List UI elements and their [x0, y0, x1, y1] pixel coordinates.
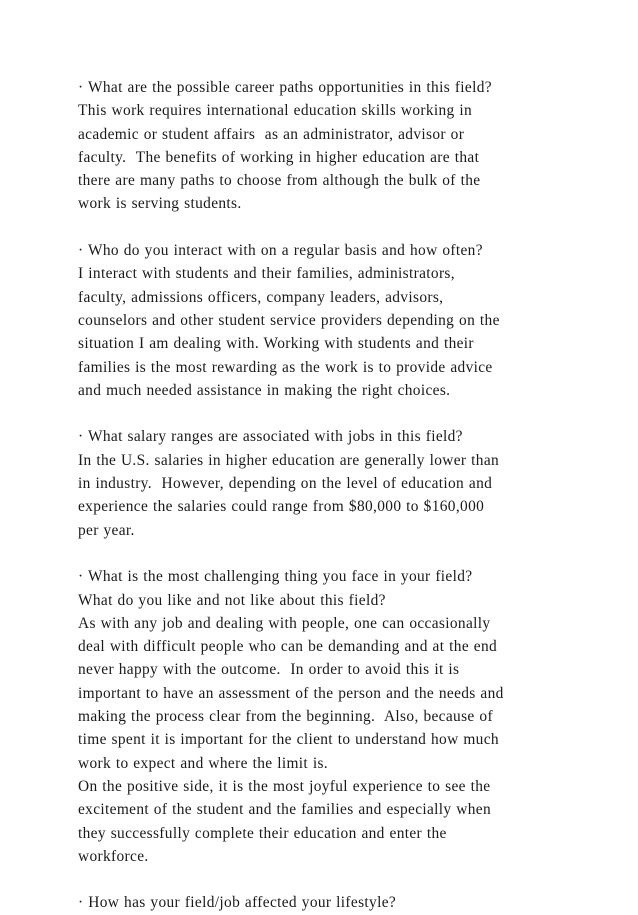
paragraph-gap [78, 542, 623, 565]
answer-line: work is serving students. [78, 195, 242, 213]
answer-line: counselors and other student service providers depending on the [78, 311, 500, 329]
paragraph-gap [78, 216, 623, 239]
section-challenges [78, 565, 623, 868]
answer-line: This work requires international education skills working in [78, 102, 473, 120]
answer-line: I interact with students and their families, administrators, [78, 265, 455, 283]
question-salary: · What salary ranges are associated with jobs in this field? [78, 428, 463, 446]
answer-line: In the U.S. salaries in higher education are generally lower than [78, 451, 500, 469]
answer-line: faculty. The benefits of working in higher education are that [78, 148, 480, 166]
question-challenges: · What is the most challenging thing you face in your field? [78, 568, 473, 586]
paragraph-gap [78, 868, 623, 891]
answer-line: workforce. [78, 847, 149, 865]
answer-line: there are many paths to choose from although the bulk of the [78, 172, 481, 190]
answer-line: deal with difficult people who can be demanding and at the end [78, 638, 498, 656]
question-career-paths: · What are the possible career paths opportunities in this field? [78, 79, 492, 96]
section-salary [78, 425, 623, 541]
answer-line: What do you like and not like about this field? [78, 591, 386, 609]
question-interactions: · Who do you interact with on a regular basis and how often? [78, 242, 483, 260]
answer-line: families is the most rewarding as the work is to provide advice [78, 358, 493, 376]
answer-line: per year. [78, 521, 135, 539]
section-lifestyle [78, 891, 623, 914]
answer-line: they successfully complete their education and enter the [78, 824, 447, 842]
answer-line: academic or student affairs as an administrator, advisor or [78, 125, 465, 143]
answer-line: never happy with the outcome. In order to avoid this it is [78, 661, 460, 679]
answer-line: work to expect and where the limit is. [78, 754, 329, 772]
answer-line: making the process clear from the beginning. Also, because of [78, 708, 493, 726]
answer-line: important to have an assessment of the person and the needs and [78, 684, 504, 702]
answer-line: situation I am dealing with. Working with students and their [78, 335, 474, 353]
answer-line: On the positive side, it is the most joyful experience to see the [78, 777, 491, 795]
answer-line: time spent it is important for the client to understand how much [78, 731, 499, 749]
paragraph-gap [78, 402, 623, 425]
answer-line: faculty, admissions officers, company leaders, advisors, [78, 288, 444, 306]
answer-line: As with any job and dealing with people, one can occasionally [78, 614, 491, 632]
answer-line: excitement of the student and the families and especially when [78, 801, 492, 819]
document-page [78, 76, 623, 915]
answer-line: experience the salaries could range from $80,000 to $160,000 [78, 498, 485, 516]
answer-line: and much needed assistance in making the right choices. [78, 381, 451, 399]
section-career-paths [78, 76, 623, 216]
question-lifestyle: · How has your field/job affected your lifestyle? [78, 894, 397, 912]
answer-line: in industry. However, depending on the level of education and [78, 475, 493, 493]
section-interactions [78, 239, 623, 402]
